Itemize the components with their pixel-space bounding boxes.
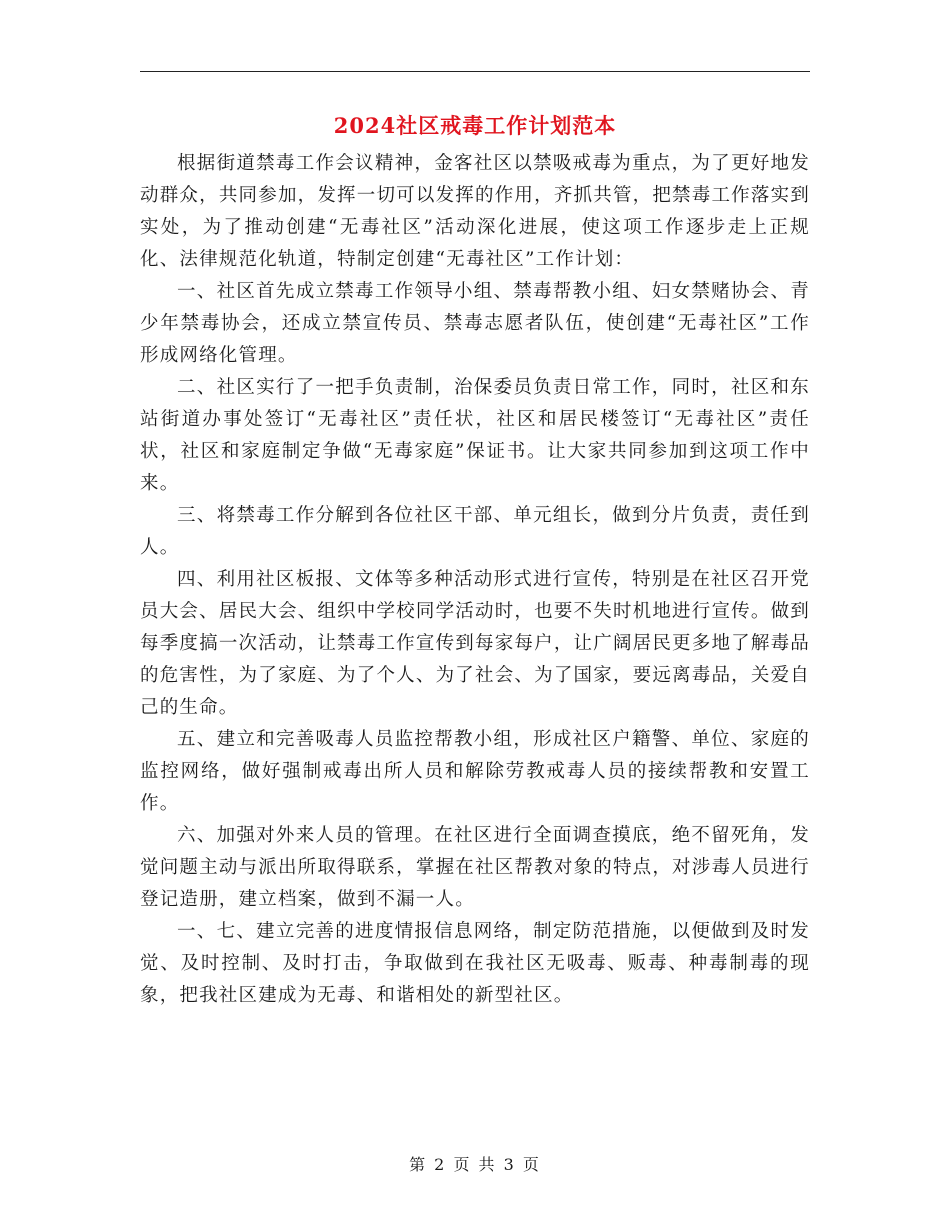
- paragraph-item-1: 一、社区首先成立禁毒工作领导小组、禁毒帮教小组、妇女禁赌协会、青少年禁毒协会，还成立禁宣传员、禁毒志愿者队伍，使创建“无毒社区”工作形成网络化管理。: [140, 281, 810, 366]
- paragraph-intro: 根据街道禁毒工作会议精神，金客社区以禁吸戒毒为重点，为了更好地发动群众，共同参加，发挥一切可以发挥的作用，齐抓共管，把禁毒工作落实到实处，为了推动创建“无毒社区”活动深化进展，使这项工作逐步走上正规化、法律规范化轨道，特制定创建“无毒社区”工作计划：: [140, 153, 810, 270]
- page-number-footer: 第 2 页 共 3 页: [409, 1155, 541, 1174]
- document-title: 2024社区戒毒工作计划范本: [333, 113, 617, 138]
- paragraph-item-7: 一、七、建立完善的进度情报信息网络，制定防范措施，以便做到及时发觉、及时控制、及时打击，争取做到在我社区无吸毒、贩毒、种毒制毒的现象，把我社区建成为无毒、和谐相处的新型社区。: [140, 921, 810, 1006]
- paragraph-item-3: 三、将禁毒工作分解到各位社区干部、单元组长，做到分片负责，责任到人。: [140, 505, 810, 558]
- paragraph-item-5: 五、建立和完善吸毒人员监控帮教小组，形成社区户籍警、单位、家庭的监控网络，做好强制戒毒出所人员和解除劳教戒毒人员的接续帮教和安置工作。: [140, 729, 810, 814]
- paragraph-item-4: 四、利用社区板报、文体等多种活动形式进行宣传，特别是在社区召开党员大会、居民大会、组织中学校同学活动时，也要不失时机地进行宣传。做到每季度搞一次活动，让禁毒工作宣传到每家每户，让广阔居民更多地了解毒品的危害性，为了家庭、为了个人、为了社会、为了国家，要远离毒品，关爱自己的生命。: [140, 569, 810, 718]
- paragraph-item-6: 六、加强对外来人员的管理。在社区进行全面调查摸底，绝不留死角，发觉问题主动与派出所取得联系，掌握在社区帮教对象的特点，对涉毒人员进行登记造册，建立档案，做到不漏一人。: [140, 825, 810, 910]
- paragraph-item-2: 二、社区实行了一把手负责制，治保委员负责日常工作，同时，社区和东站街道办事处签订“无毒社区”责任状，社区和居民楼签订“无毒社区”责任状，社区和家庭制定争做“无毒家庭”保证书。让大家共同参加到这项工作中来。: [140, 377, 810, 494]
- document-body: [140, 148, 810, 1012]
- header-rule: [140, 71, 810, 72]
